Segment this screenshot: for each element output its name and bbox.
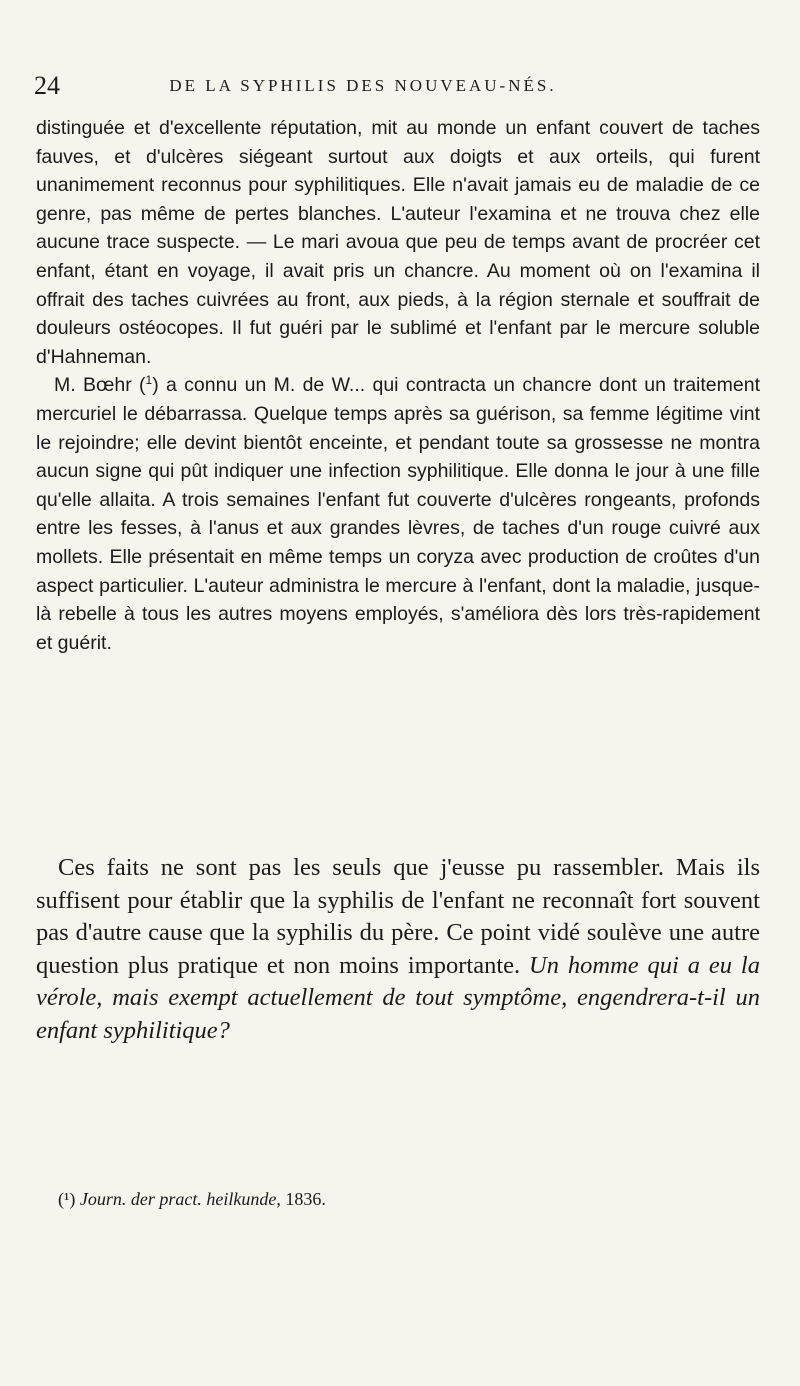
paragraph: distinguée et d'excellente réputation, mit au monde un enfant couvert de taches fauves, et d'ulcères siégeant surtout aux doigts et aux orteils, qui furent unanimement reconnus pour syphilitiques. Elle n'avait jamais eu de maladie de ce genre, pas même de pertes blanches. L'auteur l'examina et ne trouva chez elle aucune trace suspecte. — Le mari avoua que peu de temps avant de procréer cet enfant, étant en voyage, il avait pris un chancre. Au moment où on l'examina il offrait des taches cuivrées au front, aux pieds, à la région sternale et souffrait de douleurs ostéocopes. Il fut guéri par le sublimé et l'enfant par le mercure soluble d'Hahneman. — [36, 117, 760, 368]
paragraph-text: Ces faits ne sont pas les seuls que j'eusse pu rassembler. Mais ils suffisent pour établir que la syphilis de l'enfant ne reconnaît fort souvent pas d'autre cause que la syphilis du père. Ce point vidé soulève une autre question plus pratique et non moins importante. — [36, 854, 760, 979]
body-text-large — [36, 852, 760, 1048]
running-title: DE LA SYPHILIS DES NOUVEAU-NÉS. — [169, 76, 557, 95]
footnote-marker: (¹) — [58, 1189, 76, 1209]
italic-question: Un homme qui a eu la vérole, mais exempt actuellement de tout symptôme, engendrera-t-il un enfant syphilitique? — [36, 951, 760, 1044]
footnote-source: Journ. der pract. heilkunde, — [79, 1189, 281, 1209]
page-number: 24 — [34, 71, 60, 100]
footnote-reference: 1 — [145, 373, 153, 388]
footnote — [58, 1186, 758, 1212]
page-header — [34, 66, 754, 106]
paragraph — [36, 371, 760, 657]
paragraph — [36, 852, 760, 1048]
body-text-small — [36, 114, 760, 657]
paragraph-rest: ) a connu un M. de W... qui contracta un chancre dont un traitement mercuriel le débarrassa. Quelque temps après sa guérison, sa femme légitime vint le rejoindre; elle devint bientôt enceinte, et pendant toute sa grossesse ne montra aucun signe qui pût indiquer une infection syphilitique. Elle donna le jour à une fille qu'elle allaita. A trois semaines l'enfant fut couverte d'ulcères rongeants, profonds entre les fesses, à l'anus et aux grandes lèvres, de taches d'un rouge cuivré aux mollets. Elle présentait en même temps un coryza avec production de croûtes d'un aspect particulier. L'auteur administra le mercure à l'enfant, dont la maladie, jusque-là rebelle à tous les autres moyens employés, s'améliora dès lors très-rapidement et guérit. — [36, 374, 760, 654]
paragraph-start: M. Bœhr ( — [54, 374, 146, 397]
footnote-year: 1836. — [285, 1189, 326, 1209]
